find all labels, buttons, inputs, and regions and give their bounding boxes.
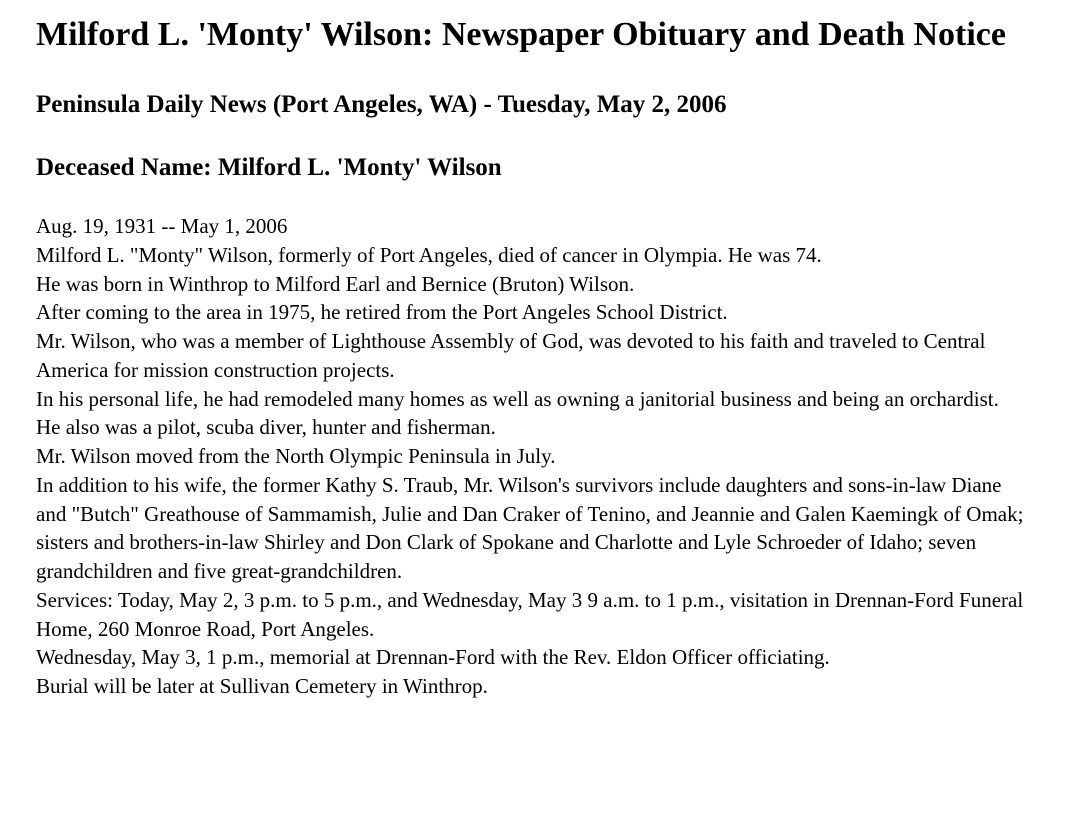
obituary-paragraph: In his personal life, he had remodeled many homes as well as owning a janitorial business and being an orchardist. (36, 386, 999, 411)
obituary-paragraph: After coming to the area in 1975, he retired from the Port Angeles School District. (36, 300, 728, 325)
newspaper-source-heading: Peninsula Daily News (Port Angeles, WA) - Tuesday, May 2, 2006 (36, 91, 727, 118)
obituary-paragraph: Milford L. "Monty" Wilson, formerly of Port Angeles, died of cancer in Olympia. He was 74. (36, 242, 822, 267)
deceased-name-heading: Deceased Name: Milford L. 'Monty' Wilson (36, 154, 502, 181)
services-paragraph: Services: Today, May 2, 3 p.m. to 5 p.m., and Wednesday, May 3 9 a.m. to 1 p.m., visitation in Drennan-Ford Funeral Home, 260 Monroe Road, Port Angeles. (36, 587, 1024, 641)
burial-paragraph: Burial will be later at Sullivan Cemetery in Winthrop. (36, 674, 488, 698)
memorial-paragraph: Wednesday, May 3, 1 p.m., memorial at Drennan-Ford with the Rev. Eldon Officer officiating. (36, 645, 830, 670)
page-title: Milford L. 'Monty' Wilson: Newspaper Obituary and Death Notice (36, 16, 1006, 53)
obituary-paragraph: He also was a pilot, scuba diver, hunter and fisherman. (36, 415, 496, 440)
survivors-paragraph: In addition to his wife, the former Kathy S. Traub, Mr. Wilson's survivors include daughters and sons-in-law Diane and "Butch" Greathouse of Sammamish, Julie and Dan Craker of Tenino, and Jeannie and Galen Kaemingk of Omak; sisters and brothers-in-law Shirley and Don Clark of Spokane and Charlotte and Lyle Schroeder of Idaho; seven grandchildren and five great-grandchildren. (36, 472, 1024, 583)
obituary-paragraph: Mr. Wilson moved from the North Olympic Peninsula in July. (36, 444, 556, 468)
life-dates: Aug. 19, 1931 -- May 1, 2006 (36, 214, 288, 238)
obituary-paragraph: Mr. Wilson, who was a member of Lighthouse Assembly of God, was devoted to his faith and traveled to Central America for mission construction projects. (36, 329, 986, 382)
obituary-paragraph: He was born in Winthrop to Milford Earl and Bernice (Bruton) Wilson. (36, 271, 635, 296)
obituary-body (36, 212, 1036, 701)
